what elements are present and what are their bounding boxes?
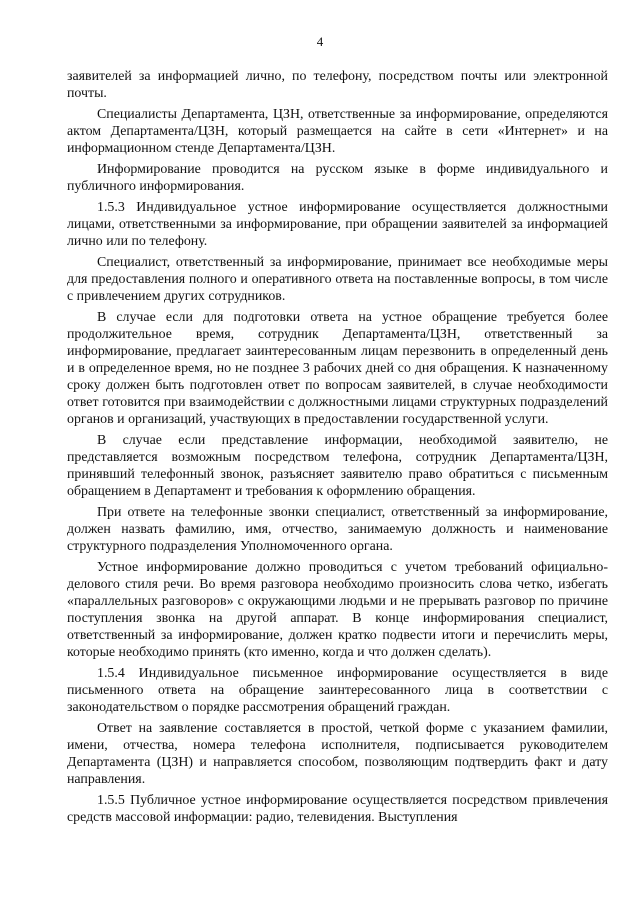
paragraph: Специалисты Департамента, ЦЗН, ответственные за информирование, определяются актом Департамента/ЦЗН, который размещается на сайте в сети «Интернет» и на информационном стенде Департамента/ЦЗН.: [67, 107, 608, 156]
paragraph: В случае если для подготовки ответа на устное обращение требуется более продолжительное время, сотрудник Департамента/ЦЗН, ответственный за информирование, предлагает заинтересованным лицам перезвонить в определенный день и в определенное время, но не позднее 3 рабочих дней со дня обращения. К назначенному сроку должен быть подготовлен ответ по вопросам заявителей, в случае необходимости ответ готовится при взаимодействии с должностными лицами структурных подразделений органов и организаций, участвующих в предоставлении государственной услуги.: [67, 310, 608, 427]
paragraph: Специалист, ответственный за информирование, принимает все необходимые меры для предоставления полного и оперативного ответа на поставленные вопросы, в том числе с привлечением других сотрудников.: [67, 255, 608, 304]
body-text: [67, 68, 608, 830]
paragraph: Информирование проводится на русском языке в форме индивидуального и публичного информирования.: [67, 162, 608, 194]
paragraph: В случае если представление информации, необходимой заявителю, не представляется возможным посредством телефона, сотрудник Департамента/ЦЗН, принявший телефонный звонок, разъясняет заявителю право обратиться с письменным обращением в Департамент и требования к оформлению обращения.: [67, 433, 608, 499]
paragraph: При ответе на телефонные звонки специалист, ответственный за информирование, должен назвать фамилию, имя, отчество, занимаемую должность и наименование структурного подразделения Уполномоченного органа.: [67, 505, 608, 554]
page-number: 4: [316, 34, 324, 49]
paragraph: Устное информирование должно проводиться с учетом требований официально-делового стиля речи. Во время разговора необходимо произносить слова четко, избегать «параллельных разговоров» с окружающими людьми и не прерывать разговор по причине поступления звонка на другой аппарат. В конце информирования специалист, ответственный за информирование, должен кратко подвести итоги и перечислить меры, которые необходимо принять (кто именно, когда и что должен сделать).: [67, 560, 608, 660]
paragraph: 1.5.3 Индивидуальное устное информирование осуществляется должностными лицами, ответственными за информирование, при обращении заявителей за информацией лично или по телефону.: [67, 200, 608, 249]
paragraph: 1.5.5 Публичное устное информирование осуществляется посредством привлечения средств массовой информации: радио, телевидения. Выступления: [67, 793, 608, 825]
paragraph: заявителей за информацией лично, по телефону, посредством почты или электронной почты.: [67, 69, 608, 101]
paragraph: Ответ на заявление составляется в простой, четкой форме с указанием фамилии, имени, отчества, номера телефона исполнителя, подписывается руководителем Департамента (ЦЗН) и направляется способом, позволяющим подтвердить факт и дату направления.: [67, 721, 608, 787]
paragraph: 1.5.4 Индивидуальное письменное информирование осуществляется в виде письменного ответа на обращение заинтересованного лица в соответствии с законодательством о порядке рассмотрения обращений граждан.: [67, 666, 608, 715]
